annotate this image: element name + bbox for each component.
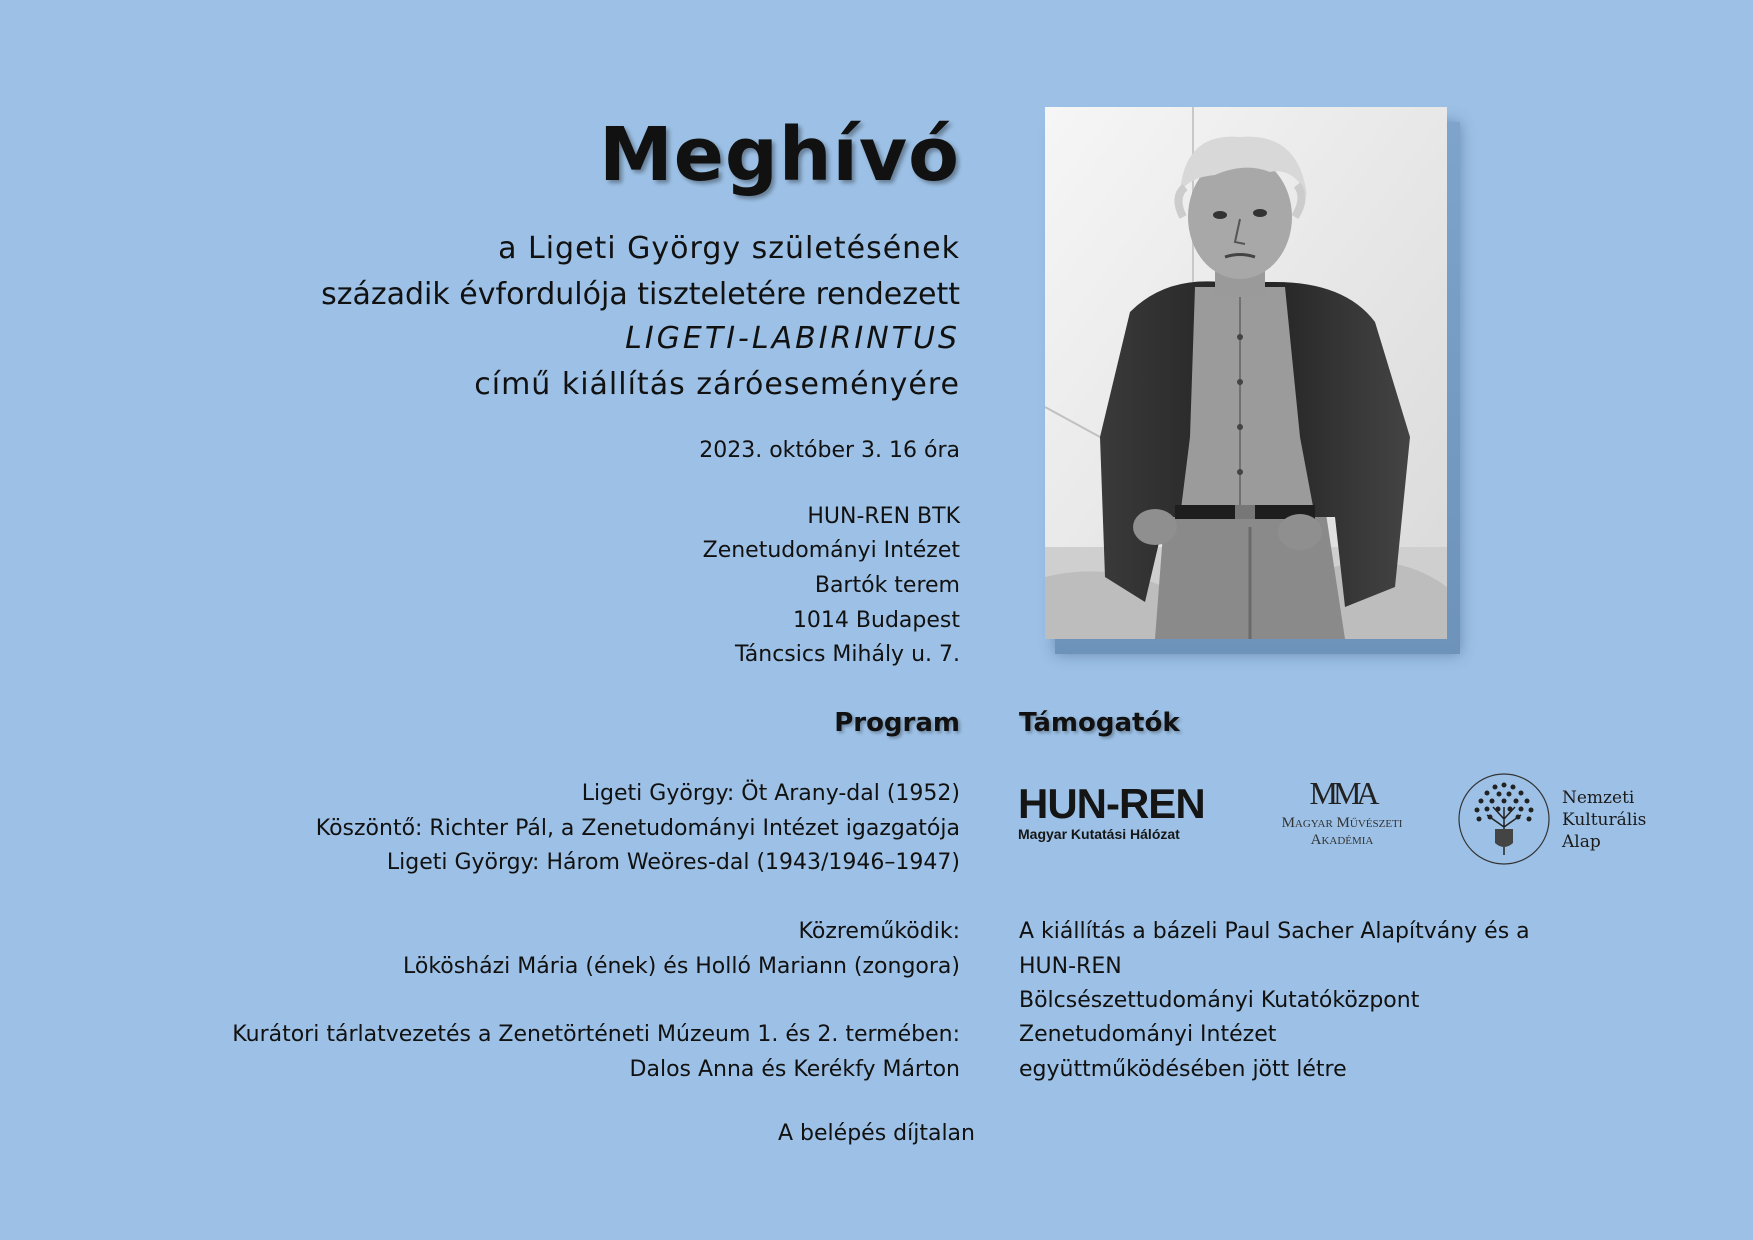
- performers: Lökösházi Mária (ének) és Holló Mariann (zongora): [402, 954, 960, 979]
- nka-logo-line3: Alap: [1562, 832, 1601, 853]
- statement-line-2: HUN-REN: [1019, 954, 1122, 979]
- hunren-logo-name: HUN-REN: [1018, 780, 1205, 827]
- statement-line-4: Zenetudományi Intézet: [1019, 1022, 1277, 1047]
- venue-line-3: Bartók terem: [814, 573, 960, 598]
- subtitle-line-2: századik évfordulója tiszteletére rendezett: [321, 277, 960, 312]
- venue-line-1: HUN-REN BTK: [807, 504, 960, 529]
- mma-logo: [1262, 777, 1422, 848]
- nka-logo-emblem: [1457, 767, 1551, 875]
- nka-logo-line1: Nemzeti: [1562, 788, 1635, 808]
- performers-label: Közreműködik:: [798, 919, 960, 944]
- program-item-3: Ligeti György: Három Weöres-dal (1943/1946–1947): [386, 850, 960, 875]
- tour-guides: Dalos Anna és Kerékfy Márton: [629, 1057, 960, 1082]
- mma-logo-line1: Magyar Művészeti: [1281, 815, 1403, 831]
- nka-logo-text: [1562, 787, 1646, 853]
- nka-tree-icon: [1457, 767, 1551, 871]
- hunren-logo: [1018, 780, 1205, 842]
- statement-line-1: A kiállítás a bázeli Paul Sacher Alapítvány és a: [1019, 919, 1530, 944]
- mma-logo-line2: Akadémia: [1310, 831, 1374, 848]
- statement-line-5: együttműködésében jött létre: [1019, 1057, 1347, 1082]
- page-title: Meghívó: [599, 112, 960, 198]
- portrait-illustration: [1045, 107, 1447, 639]
- supporters-heading: Támogatók: [1019, 708, 1180, 738]
- program-item-1: Ligeti György: Öt Arany-dal (1952): [581, 781, 960, 806]
- venue-line-5: Táncsics Mihály u. 7.: [734, 642, 960, 667]
- program-heading: Program: [834, 708, 960, 738]
- subtitle-line-1: a Ligeti György születésének: [498, 231, 960, 266]
- mma-logo-mark: MMA: [1309, 775, 1375, 811]
- venue-line-2: Zenetudományi Intézet: [702, 538, 960, 563]
- statement-line-3: Bölcsészettudományi Kutatóközpont: [1019, 988, 1420, 1013]
- exhibition-title: LIGETI-LABIRINTUS: [625, 321, 960, 356]
- subtitle-line-4: című kiállítás záróeseményére: [474, 367, 960, 402]
- tour-label: Kurátori tárlatvezetés a Zenetörténeti Múzeum 1. és 2. termében:: [232, 1022, 960, 1047]
- event-datetime: 2023. október 3. 16 óra: [699, 438, 960, 463]
- hunren-logo-tagline: Magyar Kutatási Hálózat: [1018, 826, 1180, 842]
- program-item-2: Köszöntő: Richter Pál, a Zenetudományi Intézet igazgatója: [315, 816, 960, 841]
- nka-logo-line2: Kulturális: [1562, 810, 1647, 831]
- admission-note: A belépés díjtalan: [778, 1121, 975, 1146]
- portrait-photo: [1045, 107, 1447, 639]
- venue-line-4: 1014 Budapest: [792, 608, 960, 633]
